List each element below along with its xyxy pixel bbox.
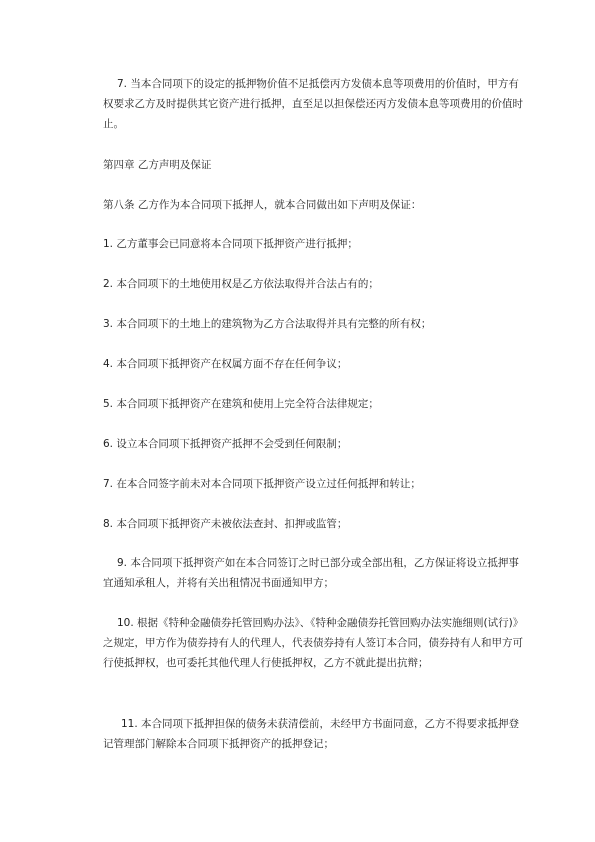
statement-item-4: 4. 本合同项下抵押资产在权属方面不存在任何争议；: [103, 358, 348, 370]
statement-item-8: 8. 本合同项下抵押资产未被依法查封、扣押或监管；: [103, 518, 348, 530]
statement-item-2: 2. 本合同项下的土地使用权是乙方依法取得并合法占有的；: [103, 278, 379, 290]
statement-item-6: 6. 设立本合同项下抵押资产抵押不会受到任何限制；: [103, 438, 348, 450]
statement-item-11: 11. 本合同项下抵押担保的债务未获清偿前，未经甲方书面同意，乙方不得要求抵押登记管理部门解除本合同项下抵押资产的抵押登记；: [103, 718, 520, 750]
statement-item-7: 7. 在本合同签字前未对本合同项下抵押资产设立过任何抵押和转让；: [103, 478, 421, 490]
article-8-heading: 第八条 乙方作为本合同项下抵押人，就本合同做出如下声明及保证：: [103, 199, 422, 211]
paragraph-item-7-previous: 7. 当本合同项下的设定的抵押物价值不足抵偿丙方发债本息等项费用的价值时，甲方有权要求乙方及时提供其它资产进行抵押，直至足以担保偿还丙方发债本息等项费用的价值时止。: [103, 78, 523, 130]
statement-item-10: 10. 根据《特种金融债券托管回购办法》、《特种金融债券托管回购办法实施细则(试行)》之规定，甲方作为债券持有人的代理人，代表债券持有人签订本合同，债券持有人和甲方可行使抵押权，也可委托其他代理人行使抵押权，乙方不就此提出抗辩；: [103, 617, 524, 669]
statement-item-9: 9. 本合同项下抵押资产如在本合同签订之时已部分或全部出租，乙方保证将设立抵押事宜通知承租人，并将有关出租情况书面通知甲方；: [103, 557, 519, 589]
statement-item-5: 5. 本合同项下抵押资产在建筑和使用上完全符合法律规定；: [103, 398, 379, 410]
statement-item-3: 3. 本合同项下的土地上的建筑物为乙方合法取得并具有完整的所有权；: [103, 318, 432, 330]
chapter-4-heading: 第四章 乙方声明及保证: [103, 159, 212, 171]
statement-item-1: 1. 乙方董事会已同意将本合同项下抵押资产进行抵押；: [103, 238, 358, 250]
